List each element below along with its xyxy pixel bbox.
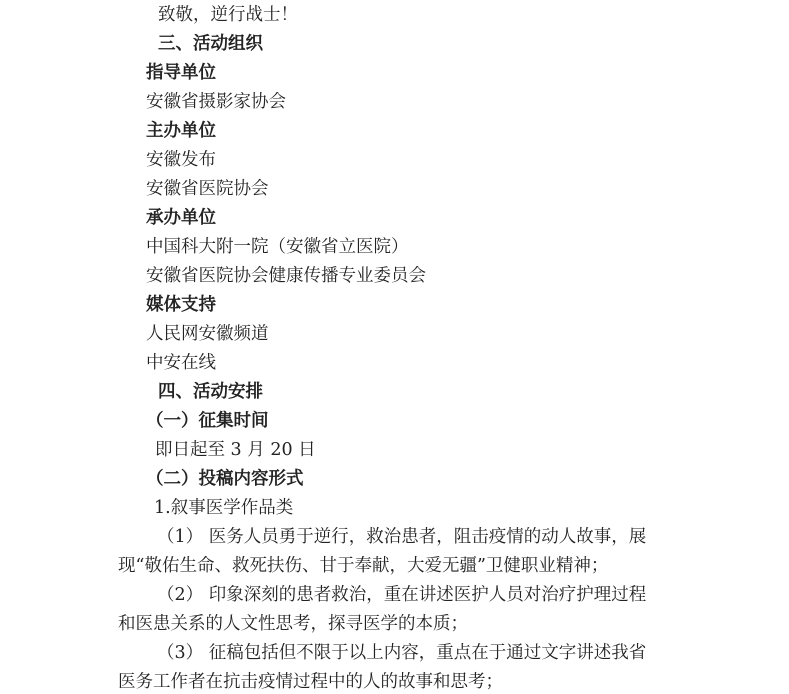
paragraph-line: 医务工作者在抗击疫情过程中的人的故事和思考； [118,672,503,692]
org-name: 中安在线 [146,353,216,373]
subheading: 承办单位 [146,208,216,228]
subheading: （二）投稿内容形式 [146,469,304,489]
org-name: 安徽发布 [146,150,216,170]
paragraph-line: （1） 医务人员勇于逆行，救治患者，阻击疫情的动人故事，展 [157,527,647,547]
org-name: 中国科大附一院（安徽省立医院） [146,237,409,257]
org-name: 安徽省医院协会健康传播专业委员会 [146,266,426,286]
subheading: 指导单位 [146,63,216,83]
org-name: 安徽省医院协会 [146,179,269,199]
subheading: （一）征集时间 [146,411,269,431]
org-name: 安徽省摄影家协会 [146,92,286,112]
date-text: 即日起至 3 月 20 日 [155,440,316,460]
subheading: 媒体支持 [146,295,216,315]
org-name: 人民网安徽频道 [146,324,269,344]
section-heading: 四、活动安排 [158,382,263,402]
paragraph-line: （3） 征稿包括但不限于以上内容，重点在于通过文字讲述我省 [157,643,647,663]
list-item: 1.叙事医学作品类 [154,498,294,518]
paragraph-line: （2） 印象深刻的患者救治，重在讲述医护人员对治疗护理过程 [157,585,647,605]
subheading: 主办单位 [146,121,216,141]
paragraph-line: 和医患关系的人文性思考，探寻医学的本质； [118,614,468,634]
paragraph-line: 现“敬佑生命、救死扶伤、甘于奉献，大爱无疆”卫健职业精神； [118,556,609,576]
closing-line: 致敬，逆行战士！ [158,5,298,25]
section-heading: 三、活动组织 [158,34,263,54]
